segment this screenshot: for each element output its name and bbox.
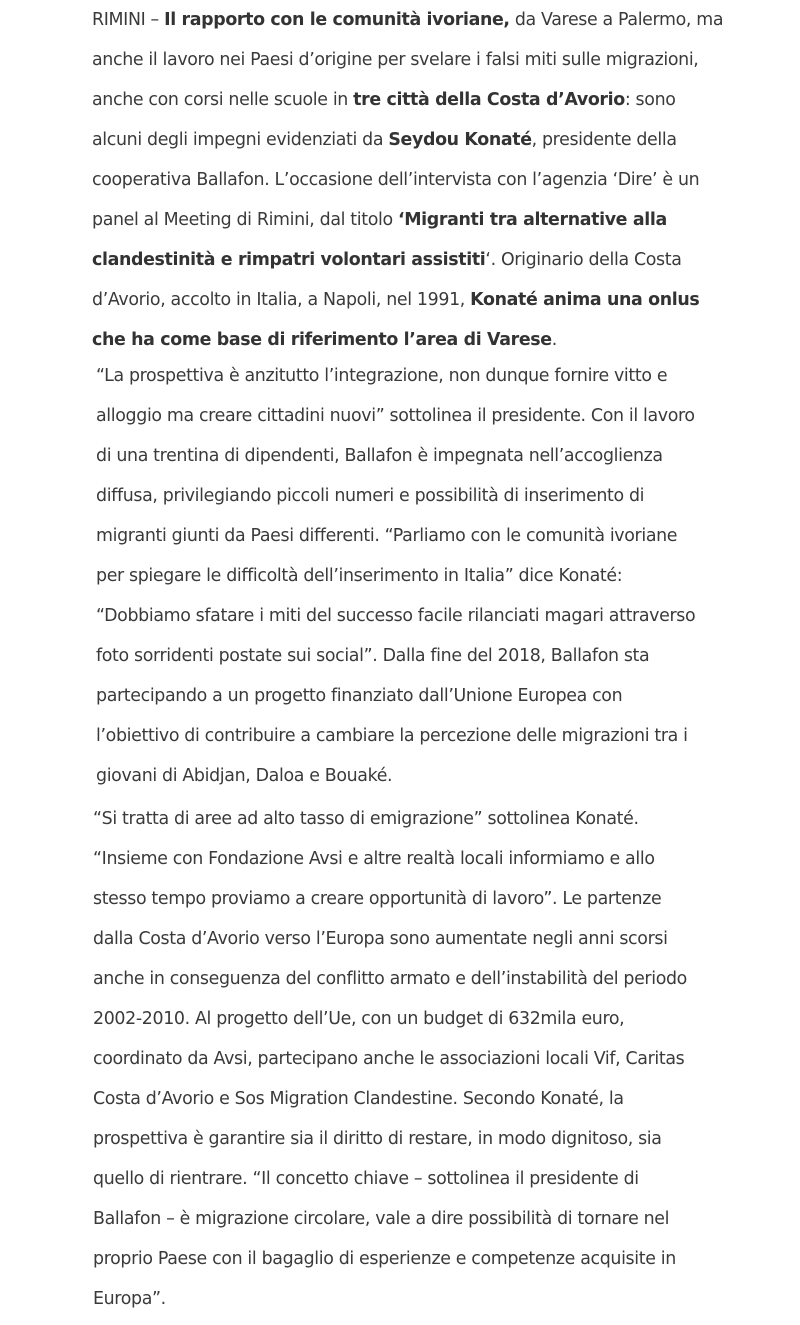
text-segment: dalla Costa d’Avorio verso l’Europa sono aumentate negli anni scorsi bbox=[93, 929, 668, 949]
bold-text: ‘Migranti tra alternative alla bbox=[397, 210, 667, 230]
text-segment: anche in conseguenza del conflitto armato e dell’instabilità del periodo bbox=[93, 969, 687, 989]
text-line bbox=[92, 0, 723, 40]
text-line bbox=[93, 1239, 687, 1279]
text-line bbox=[92, 320, 723, 360]
text-segment: , presidente della bbox=[531, 130, 677, 150]
bold-text: tre città della Costa d’Avorio bbox=[353, 90, 625, 110]
text-segment: cooperativa Ballafon. L’occasione dell’intervista con l’agenzia ‘Dire’ è un bbox=[92, 170, 700, 190]
text-line bbox=[92, 240, 723, 280]
text-line bbox=[96, 356, 695, 396]
text-segment: “Si tratta di aree ad alto tasso di emigrazione” sottolinea Konaté. bbox=[93, 809, 639, 829]
bold-text: Il rapporto con le comunità ivoriane, bbox=[164, 10, 510, 30]
text-segment: alloggio ma creare cittadini nuovi” sottolinea il presidente. Con il lavoro bbox=[96, 406, 695, 426]
text-segment: : sono bbox=[624, 90, 676, 110]
text-line bbox=[93, 999, 687, 1039]
text-line bbox=[93, 1119, 687, 1159]
text-line bbox=[93, 1079, 687, 1119]
text-segment: ‘. Originario della Costa bbox=[485, 250, 682, 270]
text-segment: di una trentina di dipendenti, Ballafon è impegnata nell’accoglienza bbox=[96, 446, 663, 466]
text-line bbox=[92, 280, 723, 320]
text-line bbox=[92, 40, 723, 80]
text-line bbox=[96, 556, 695, 596]
text-line bbox=[93, 1279, 687, 1319]
text-segment: Europa”. bbox=[93, 1289, 166, 1309]
text-segment: da Varese a Palermo, ma bbox=[509, 10, 724, 30]
text-segment: . bbox=[551, 330, 557, 350]
text-line bbox=[93, 919, 687, 959]
text-segment: l’obiettivo di contribuire a cambiare la percezione delle migrazioni tra i bbox=[96, 726, 688, 746]
text-segment: migranti giunti da Paesi differenti. “Parliamo con le comunità ivoriane bbox=[96, 526, 678, 546]
bold-text: Seydou Konaté bbox=[388, 130, 532, 150]
text-segment: anche il lavoro nei Paesi d’origine per svelare i falsi miti sulle migrazioni, bbox=[92, 50, 699, 70]
text-line bbox=[96, 396, 695, 436]
text-segment: RIMINI – bbox=[92, 10, 165, 30]
paragraph-emigration bbox=[93, 799, 687, 1319]
text-segment: prospettiva è garantire sia il diritto di restare, in modo dignitoso, sia bbox=[93, 1129, 662, 1149]
text-segment: “Dobbiamo sfatare i miti del successo facile rilanciati magari attraverso bbox=[96, 606, 696, 626]
text-segment: foto sorridenti postate sui social”. Dalla fine del 2018, Ballafon sta bbox=[96, 646, 650, 666]
text-segment: 2002-2010. Al progetto dell’Ue, con un budget di 632mila euro, bbox=[93, 1009, 625, 1029]
text-segment: Costa d’Avorio e Sos Migration Clandestine. Secondo Konaté, la bbox=[93, 1089, 624, 1109]
text-line bbox=[96, 596, 695, 636]
text-segment: partecipando a un progetto finanziato dall’Unione Europea con bbox=[96, 686, 623, 706]
text-segment: d’Avorio, accolto in Italia, a Napoli, nel 1991, bbox=[92, 290, 471, 310]
text-line bbox=[96, 716, 695, 756]
text-segment: panel al Meeting di Rimini, dal titolo bbox=[92, 210, 398, 230]
text-segment: diffusa, privilegiando piccoli numeri e possibilità di inserimento di bbox=[96, 486, 645, 506]
bold-text: Konaté anima una onlus bbox=[470, 290, 700, 310]
text-line bbox=[96, 756, 695, 796]
text-line bbox=[96, 436, 695, 476]
text-segment: giovani di Abidjan, Daloa e Bouaké. bbox=[96, 766, 393, 786]
text-line bbox=[93, 839, 687, 879]
text-segment: stesso tempo proviamo a creare opportunità di lavoro”. Le partenze bbox=[93, 889, 662, 909]
text-line bbox=[92, 80, 723, 120]
text-line bbox=[96, 516, 695, 556]
text-line bbox=[92, 200, 723, 240]
text-line bbox=[96, 476, 695, 516]
text-segment: coordinato da Avsi, partecipano anche le associazioni locali Vif, Caritas bbox=[93, 1049, 685, 1069]
text-line bbox=[93, 1159, 687, 1199]
text-segment: quello di rientrare. “Il concetto chiave – sottolinea il presidente di bbox=[93, 1169, 639, 1189]
text-line bbox=[93, 879, 687, 919]
text-segment: Ballafon – è migrazione circolare, vale a dire possibilità di tornare nel bbox=[93, 1209, 670, 1229]
text-segment: proprio Paese con il bagaglio di esperienze e competenze acquisite in bbox=[93, 1249, 676, 1269]
text-line bbox=[92, 160, 723, 200]
text-line bbox=[96, 636, 695, 676]
text-segment: alcuni degli impegni evidenziati da bbox=[92, 130, 389, 150]
bold-text: clandestinità e rimpatri volontari assistiti bbox=[92, 250, 486, 270]
text-line bbox=[93, 799, 687, 839]
paragraph-intro bbox=[92, 0, 723, 360]
text-segment: “La prospettiva è anzitutto l’integrazione, non dunque fornire vitto e bbox=[96, 366, 668, 386]
text-segment: “Insieme con Fondazione Avsi e altre realtà locali informiamo e allo bbox=[93, 849, 655, 869]
text-line bbox=[96, 676, 695, 716]
text-line bbox=[93, 1039, 687, 1079]
bold-text: che ha come base di riferimento l’area di Varese bbox=[92, 330, 552, 350]
text-line bbox=[93, 959, 687, 999]
text-segment: per spiegare le difficoltà dell’inserimento in Italia” dice Konaté: bbox=[96, 566, 623, 586]
text-line bbox=[92, 120, 723, 160]
paragraph-integration bbox=[96, 356, 695, 796]
text-segment: anche con corsi nelle scuole in bbox=[92, 90, 354, 110]
text-line bbox=[93, 1199, 687, 1239]
